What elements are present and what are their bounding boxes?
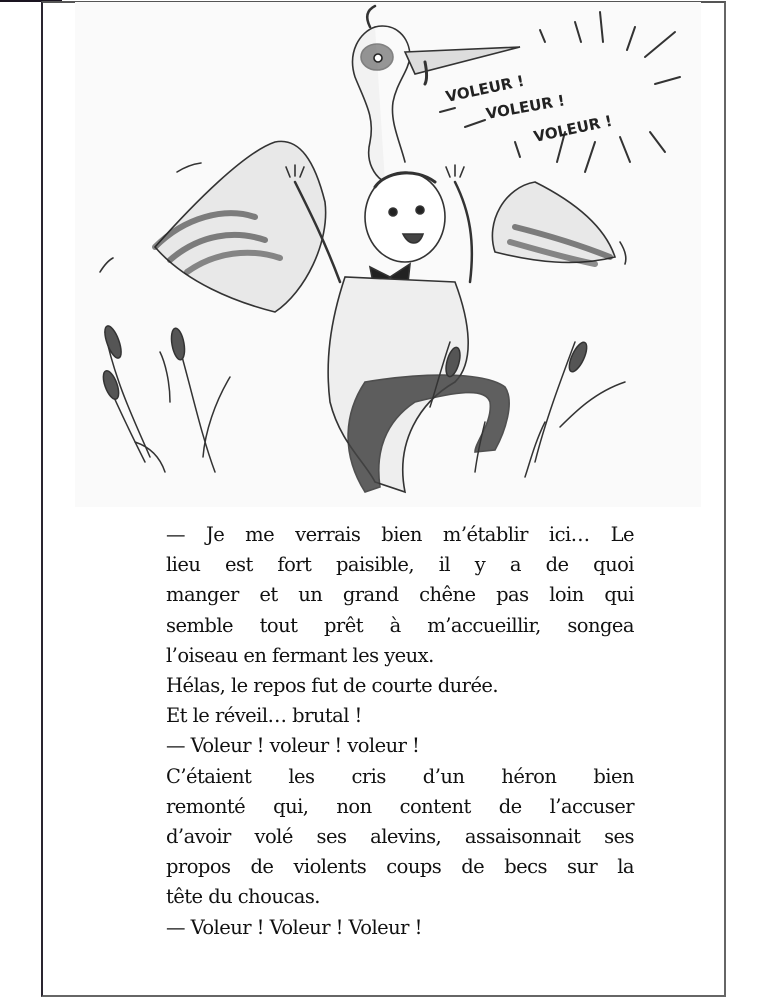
dialogue-line: — Voleur ! voleur ! voleur ! [166,734,420,758]
illustration [75,2,701,507]
text-line: — Je me verrais bien m’établir ici… Le [166,523,634,546]
text-line: Et le réveil… brutal ! [166,704,362,728]
text-line: C’étaient les cris d’un héron bien [166,764,634,788]
text-line: remonté qui, non content de l’accuser [166,794,634,818]
heron-boy-drawing [75,2,701,507]
story-text [166,520,634,943]
text-line: l’oiseau en fermant les yeux. [166,643,434,667]
text-line: d’avoir volé ses alevins, assaisonnait ses [166,825,634,849]
text-line: manger et un grand chêne pas loin qui [166,583,634,607]
sound-effect-1: VOLEUR ! [444,71,526,106]
text-line: semble tout prêt à m’accueillir, songea [166,613,634,637]
text-line: lieu est fort paisible, il y a de quoi [166,553,634,577]
sound-effect-2: VOLEUR ! [484,91,567,123]
sound-effect-3: VOLEUR ! [532,111,614,146]
text-line: Hélas, le repos fut de courte durée. [166,674,499,698]
dialogue-line: — Voleur ! Voleur ! Voleur ! [166,915,422,939]
text-line: propos de violents coups de becs sur la [166,855,634,879]
text-line: tête du choucas. [166,885,320,909]
